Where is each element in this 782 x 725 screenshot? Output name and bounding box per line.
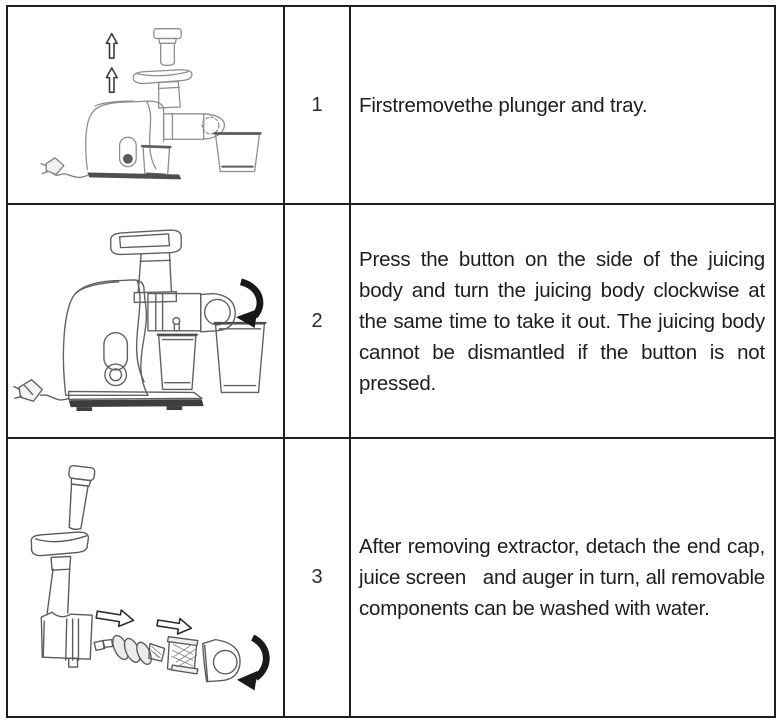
step-1-figure-cell <box>8 7 285 205</box>
step-1-number <box>285 7 351 205</box>
base <box>87 173 181 180</box>
up-arrow-icon <box>106 68 117 92</box>
feed-chute <box>47 568 70 613</box>
juice-screen <box>168 637 198 674</box>
base <box>69 391 204 411</box>
power-plug <box>14 380 69 402</box>
step-3-text-cell <box>351 439 774 716</box>
step-3-number <box>285 439 351 716</box>
juice-cup <box>214 323 265 392</box>
step-2-instruction: Press the button on the side of the juicing body and turn the juicing body clockwise at the same time to take it out. The juicing body cannot be dismantled if the button is not pressed. <box>359 247 771 395</box>
power-plug <box>41 158 87 178</box>
detach-arrow-icons <box>95 606 192 636</box>
right-arrow-icon <box>95 606 134 628</box>
step-3-illustration <box>10 441 281 714</box>
step-number-label: 3 <box>311 566 323 588</box>
end-cap <box>201 294 235 332</box>
step-number-label: 1 <box>311 93 323 116</box>
step-1-instruction: Firstremovethe plunger and tray. <box>359 93 648 117</box>
step-1-text-cell <box>351 7 774 205</box>
up-arrow-icon <box>106 34 117 58</box>
up-arrow-icons <box>106 34 117 93</box>
rotate-arrow-icon <box>237 638 266 691</box>
step-3-figure-cell <box>8 439 285 716</box>
step-1-illustration <box>10 9 281 201</box>
instruction-table <box>6 5 776 718</box>
step-2-illustration <box>10 207 281 435</box>
plunger <box>154 29 181 66</box>
tray <box>133 70 192 84</box>
pulp-cup <box>142 146 170 177</box>
power-button <box>120 137 137 166</box>
pulp-cup <box>158 335 197 390</box>
step-2-text-cell <box>351 205 774 439</box>
juice-cup <box>214 133 260 171</box>
end-cap <box>203 640 240 682</box>
plunger <box>62 465 95 531</box>
rotate-arrow-icon <box>236 282 260 328</box>
step-2-figure-cell <box>8 205 285 439</box>
step-2-number <box>285 205 351 439</box>
hopper-tray <box>111 230 182 254</box>
right-arrow-icon <box>156 615 192 636</box>
auger <box>94 633 164 666</box>
feed-chute <box>159 82 181 108</box>
step-3-instruction: After removing extractor, detach the end cap, juice screen and auger in turn, all removable components can be washed with water. <box>359 535 771 620</box>
power-button <box>104 333 127 386</box>
juicing-chamber <box>41 612 92 667</box>
tray <box>31 532 88 570</box>
juicing-chamber <box>148 294 201 331</box>
step-number-label: 2 <box>311 309 323 332</box>
